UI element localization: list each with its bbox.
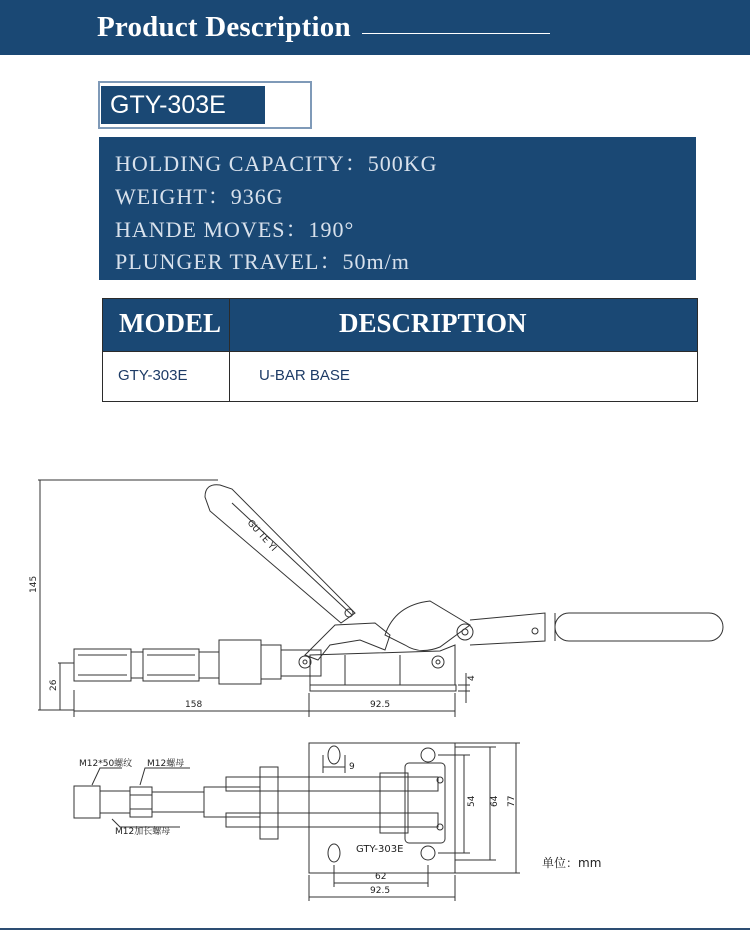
dim-height: 145 [29, 575, 39, 593]
dim-height-small: 26 [49, 679, 59, 691]
spec-box [99, 137, 696, 280]
technical-drawing [0, 455, 750, 925]
table-header-model: MODEL [119, 308, 222, 338]
section-title: Product Description [97, 11, 351, 43]
clamp-handle [205, 485, 355, 623]
table-column-divider [229, 299, 230, 401]
dim-mid: 64 [490, 795, 500, 807]
table-divider [103, 351, 697, 352]
table-cell-model: GTY-303E [118, 367, 188, 384]
label-nut: M12螺母 [147, 759, 185, 769]
footer-rule [0, 928, 750, 930]
model-table [102, 298, 698, 402]
dim-bottom-outer: 92.5 [370, 886, 391, 896]
table-cell-description: U-BAR BASE [259, 367, 350, 384]
title-rule [362, 33, 550, 34]
label-thread: M12*50螺纹 [79, 759, 133, 769]
spec-handle-moves: HANDE MOVES：190° [115, 217, 355, 242]
label-unit: 单位：mm [542, 856, 602, 870]
plate-model: GTY-303E [356, 844, 404, 855]
dim-hole: 9 [349, 762, 355, 772]
handle-brand: GU TE YI [244, 518, 279, 554]
spec-holding-capacity: HOLDING CAPACITY：500KG [115, 151, 438, 176]
spec-plunger-travel: PLUNGER TRAVEL：50m/m [115, 249, 410, 274]
plunger-assembly [74, 640, 321, 684]
table-header-description: DESCRIPTION [339, 308, 527, 338]
model-tag: GTY-303E [101, 86, 265, 124]
dim-outer: 77 [507, 795, 517, 807]
header-banner [0, 0, 750, 55]
dim-bottom-inner: 62 [375, 872, 387, 882]
clamp-linkage [305, 601, 723, 660]
spec-weight: WEIGHT：936G [115, 184, 284, 209]
dim-inner: 54 [467, 795, 477, 807]
dim-length-left: 158 [185, 700, 203, 710]
dim-length-right: 92.5 [370, 700, 391, 710]
clamp-body [310, 645, 456, 691]
label-long-nut: M12加长螺母 [115, 827, 171, 837]
dim-thickness: 4 [467, 675, 477, 681]
